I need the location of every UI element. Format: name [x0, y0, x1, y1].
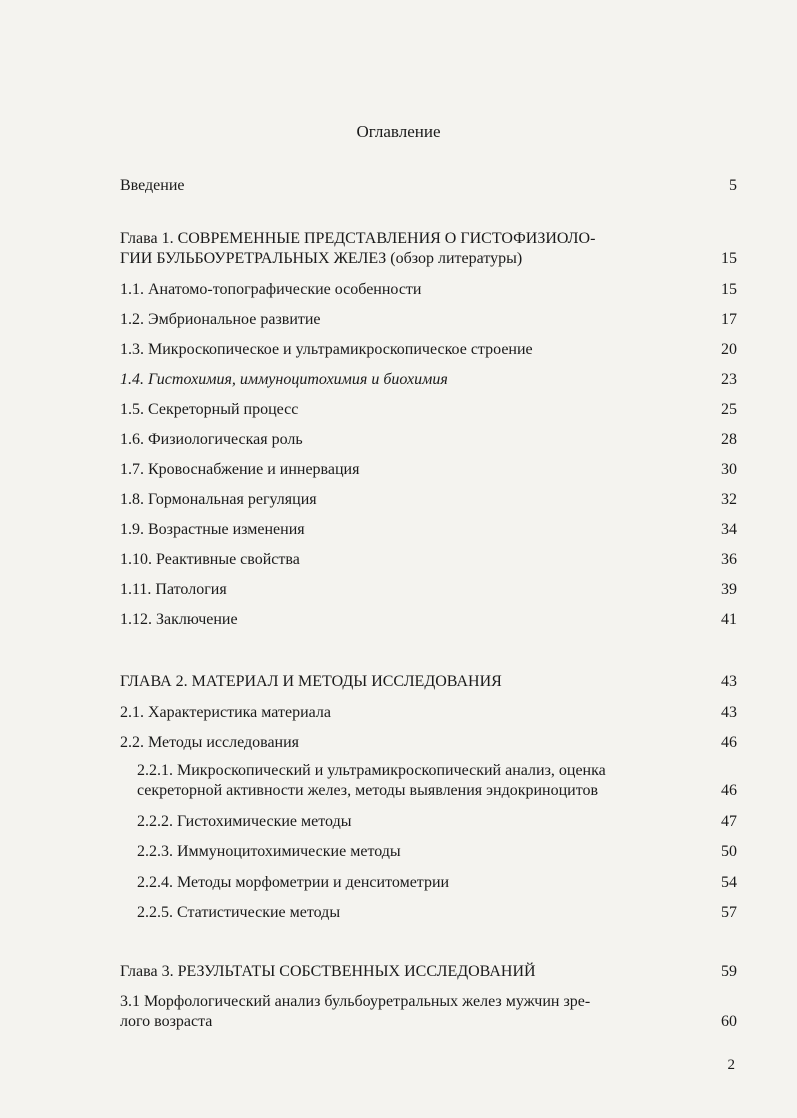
toc-entry-2-1 [120, 703, 737, 723]
toc-entry-text: Глава 3. РЕЗУЛЬТАТЫ СОБСТВЕННЫХ ИССЛЕДОВАНИЙ [120, 963, 536, 980]
toc-page-number: 17 [721, 311, 737, 328]
toc-page-number: 46 [721, 734, 737, 751]
toc-page-number: 34 [721, 521, 737, 538]
toc-entry-text: 2.2. Методы исследования [120, 734, 300, 751]
toc-entry-3-1 [120, 992, 737, 1032]
toc-entry-text: 1.2. Эмбриональное развитие [120, 311, 321, 328]
toc-entry-text: 2.2.3. Иммуноцитохимические методы [137, 843, 401, 860]
toc-entry-1-5 [120, 400, 737, 420]
toc-entry-text: 1.4. Гистохимия, иммуноцитохимия и биохимия [120, 371, 448, 388]
page-number: 2 [727, 1057, 735, 1073]
toc-page-number: 46 [721, 782, 737, 799]
toc-entry-text: 2.2.4. Методы морфометрии и денситометрии [137, 874, 450, 891]
toc-page-number: 47 [721, 813, 737, 830]
toc-entry-text: 2.1. Характеристика материала [120, 704, 331, 721]
toc-entry-text-line-2: ГИИ БУЛЬБОУРЕТРАЛЬНЫХ ЖЕЛЕЗ (обзор литературы) [120, 250, 523, 267]
toc-entry-1-11 [120, 580, 737, 600]
toc-entry-1-10 [120, 550, 737, 570]
toc-entry-text: 1.12. Заключение [120, 611, 238, 628]
toc-page-number: 25 [721, 401, 737, 418]
toc-entry-2-2-5 [137, 903, 737, 923]
toc-entry-chapter-1 [120, 229, 737, 269]
toc-entry-text-line-1: Глава 1. СОВРЕМЕННЫЕ ПРЕДСТАВЛЕНИЯ О ГИСТОФИЗИОЛО- [120, 230, 596, 247]
toc-entry-text: 1.11. Патология [120, 581, 227, 598]
toc-page-number: 36 [721, 551, 737, 568]
toc-entry-text-line-2: секреторной активности желез, методы выявления эндокриноцитов [137, 782, 599, 799]
toc-entry-1-12 [120, 610, 737, 630]
toc-entry-text-line-1: 3.1 Морфологический анализ бульбоуретральных желез мужчин зре- [120, 993, 591, 1010]
toc-entry-text-line-1: 2.2.1. Микроскопический и ультрамикроскопический анализ, оценка [137, 762, 606, 779]
toc-entry-text: 1.6. Физиологическая роль [120, 431, 303, 448]
toc-entry-2-2-1 [137, 761, 737, 801]
toc-entry-1-8 [120, 490, 737, 510]
toc-entry-chapter-2 [120, 672, 737, 692]
toc-page-number: 50 [721, 843, 737, 860]
toc-page-number: 54 [721, 874, 737, 891]
toc-page-number: 59 [721, 963, 737, 980]
toc-page-number: 5 [729, 177, 737, 194]
toc-entry-text: Введение [120, 177, 185, 194]
toc-page-number: 23 [721, 371, 737, 388]
toc-page-number: 32 [721, 491, 737, 508]
toc-entry-text: 1.5. Секреторный процесс [120, 401, 299, 418]
toc-page-number: 43 [721, 704, 737, 721]
toc-entry-text: 1.7. Кровоснабжение и иннервация [120, 461, 360, 478]
toc-page-number: 60 [721, 1013, 737, 1030]
toc-entry-2-2-2 [137, 812, 737, 832]
toc-entry-1-2 [120, 310, 737, 330]
toc-entry-text: ГЛАВА 2. МАТЕРИАЛ И МЕТОДЫ ИССЛЕДОВАНИЯ [120, 673, 502, 690]
toc-page-number: 20 [721, 341, 737, 358]
toc-entry-text: 1.1. Анатомо-топографические особенности [120, 281, 422, 298]
toc-entry-2-2 [120, 733, 737, 753]
toc-entry-text: 1.9. Возрастные изменения [120, 521, 305, 538]
toc-entry-2-2-3 [137, 842, 737, 862]
toc-entry-text: 1.8. Гормональная регуляция [120, 491, 317, 508]
toc-page-number: 28 [721, 431, 737, 448]
toc-entry-text: 2.2.5. Статистические методы [137, 904, 341, 921]
toc-entry-text: 1.10. Реактивные свойства [120, 551, 300, 568]
toc-entry-1-4 [120, 370, 737, 390]
toc-page-number: 57 [721, 904, 737, 921]
toc-entry-1-6 [120, 430, 737, 450]
toc-entry-1-7 [120, 460, 737, 480]
toc-page-number: 30 [721, 461, 737, 478]
toc-entry-2-2-4 [137, 873, 737, 893]
toc-page-number: 43 [721, 673, 737, 690]
page-title: Оглавление [356, 122, 441, 141]
toc-entry-text-line-2: лого возраста [120, 1013, 213, 1030]
toc-page-number: 15 [721, 281, 737, 298]
toc-entry-1-3 [120, 340, 737, 360]
toc-entry-text: 1.3. Микроскопическое и ультрамикроскопическое строение [120, 341, 533, 358]
toc-page-number: 41 [721, 611, 737, 628]
toc-entry-1-9 [120, 520, 737, 540]
toc-entry-1-1 [120, 280, 737, 300]
toc-entry-text: 2.2.2. Гистохимические методы [137, 813, 352, 830]
toc-entry-chapter-3 [120, 962, 737, 982]
toc-page-number: 39 [721, 581, 737, 598]
toc-page-number: 15 [721, 250, 737, 267]
toc-entry-introduction [120, 176, 737, 196]
